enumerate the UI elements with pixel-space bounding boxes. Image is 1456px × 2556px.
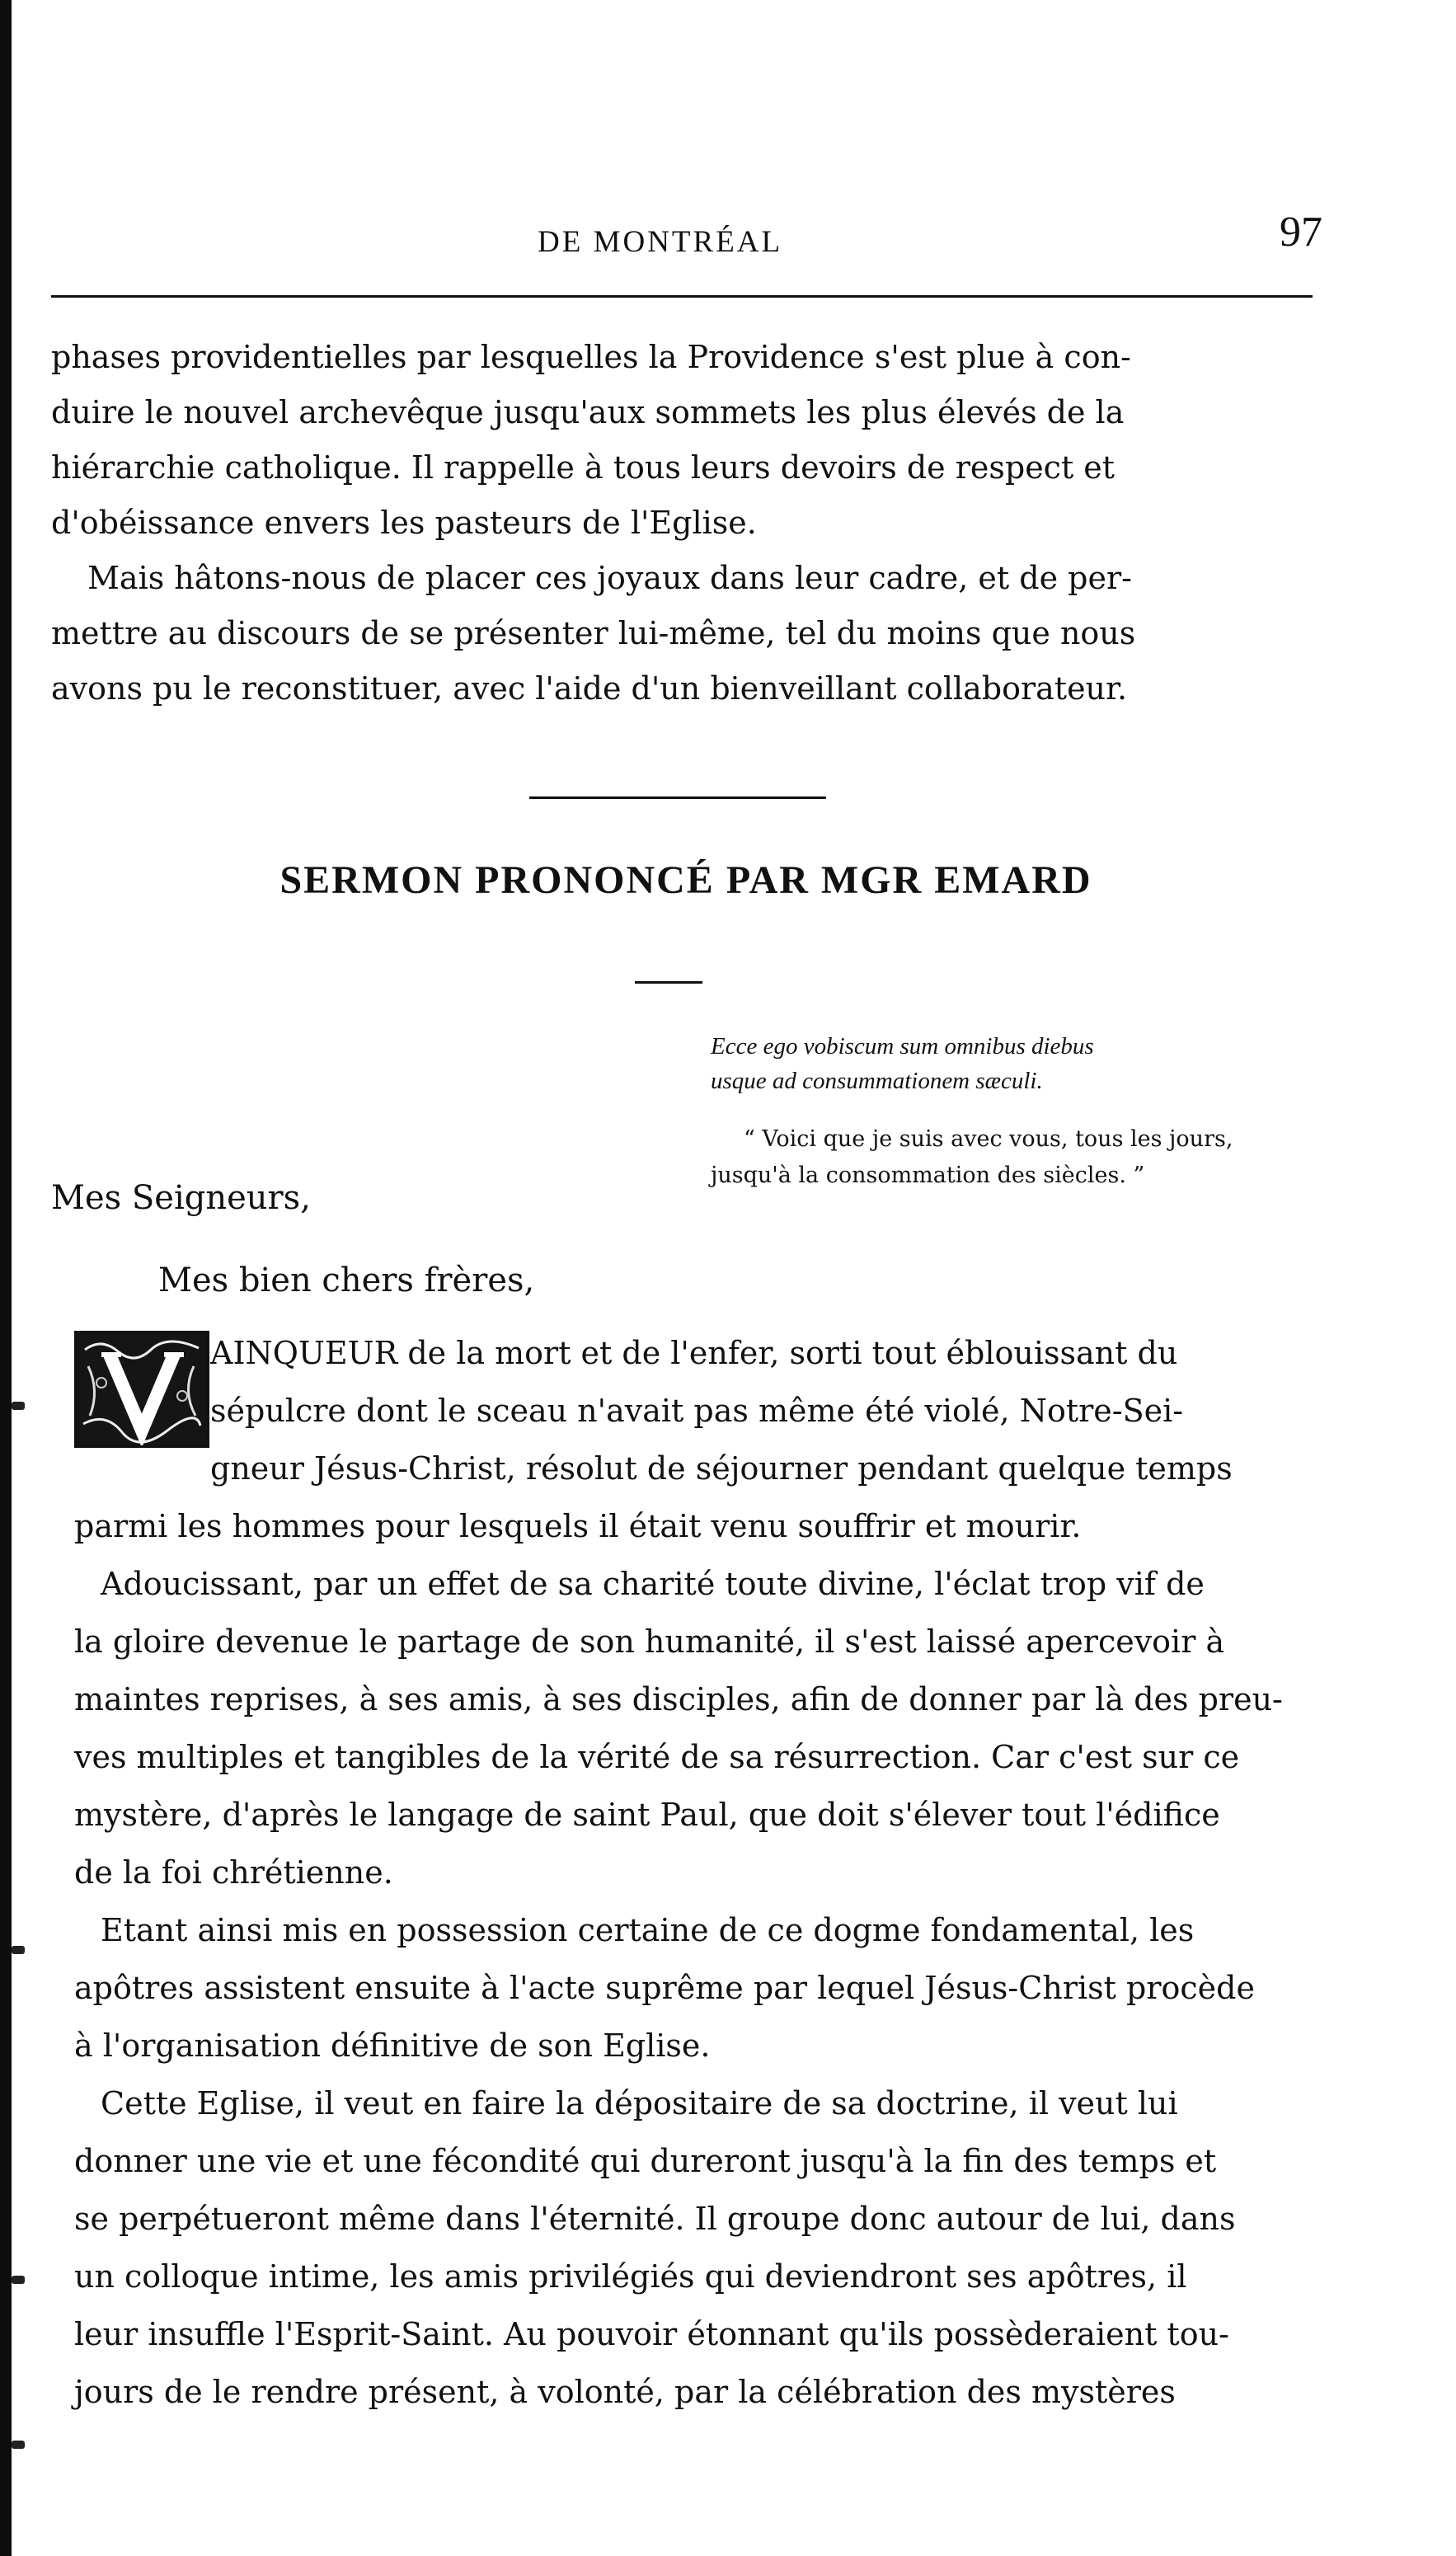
body-paragraph (74, 1555, 1344, 1901)
binding-mark (12, 1402, 25, 1410)
page-header (51, 206, 1321, 272)
epigraph-line: “ Voici que je suis avec vous, tous les jours, (744, 1126, 1233, 1152)
text-line: parmi les hommes pour lesquels il était venu souffrir et mourir. (74, 1508, 1082, 1544)
binding-mark (12, 2441, 25, 2449)
text-line: donner une vie et une fécondité qui dureront jusqu'à la fin des temps et (74, 2143, 1217, 2179)
text-line: d'obéissance envers les pasteurs de l'Eglise. (51, 505, 757, 541)
text-line: Adoucissant, par un effet de sa charité toute divine, l'éclat trop vif de (101, 1566, 1205, 1602)
binding-mark (12, 1946, 25, 1954)
book-page (51, 0, 1321, 2556)
text-line: hiérarchie catholique. Il rappelle à tous leurs devoirs de respect et (51, 449, 1115, 486)
text-line: Cette Eglise, il veut en faire la dépositaire de sa doctrine, il veut lui (101, 2085, 1178, 2121)
text-line: mystère, d'après le langage de saint Paul, que doit s'élever tout l'édifice (74, 1797, 1220, 1833)
text-line: AINQUEUR de la mort et de l'enfer, sorti tout éblouissant du (210, 1335, 1178, 1371)
epigraph-line: usque ad consummationem sæculi. (711, 1068, 1043, 1094)
section-divider (529, 796, 826, 799)
text-line: à l'organisation définitive de son Eglise. (74, 2027, 711, 2064)
page-number: 97 (1280, 209, 1322, 256)
text-line: sépulcre dont le sceau n'avait pas même été violé, Notre-Sei- (210, 1393, 1184, 1429)
salutation-seigneurs: Mes Seigneurs, (51, 1179, 311, 1217)
body-paragraph (74, 1324, 1344, 1555)
header-rule (51, 295, 1313, 298)
text-line: se perpétueront même dans l'éternité. Il groupe donc autour de lui, dans (74, 2201, 1236, 2237)
text-line: la gloire devenue le partage de son humanité, il s'est laissé apercevoir à (74, 1623, 1225, 1660)
text-line: mettre au discours de se présenter lui-même, tel du moins que nous (51, 615, 1136, 651)
text-line: leur insuffle l'Esprit-Saint. Au pouvoir étonnant qu'ils possèderaient tou- (74, 2316, 1229, 2352)
sermon-title: SERMON PRONONCÉ PAR MGR EMARD (279, 858, 1092, 902)
running-head: DE MONTRÉAL (538, 225, 783, 259)
text-line: un colloque intime, les amis privilégiés qui deviendront ses apôtres, il (74, 2258, 1187, 2295)
title-divider (635, 981, 702, 984)
text-line: avons pu le reconstituer, avec l'aide d'un bienveillant collaborateur. (51, 670, 1128, 707)
book-binding-edge (0, 0, 12, 2556)
text-line: duire le nouvel archevêque jusqu'aux sommets les plus élevés de la (51, 394, 1125, 430)
text-line: apôtres assistent ensuite à l'acte suprême par lequel Jésus-Christ procède (74, 1970, 1255, 2006)
text-line: ves multiples et tangibles de la vérité de sa résurrection. Car c'est sur ce (74, 1739, 1240, 1775)
binding-mark (12, 2276, 25, 2284)
text-line: jours de le rendre présent, à volonté, par la célébration des mystères (74, 2374, 1176, 2410)
epigraph-french (711, 1121, 1346, 1194)
text-line: gneur Jésus-Christ, résolut de séjourner pendant quelque temps (210, 1450, 1233, 1487)
body-paragraph (74, 1901, 1344, 2074)
text-line: maintes reprises, à ses amis, à ses disciples, afin de donner par là des preu- (74, 1681, 1283, 1717)
text-line: Etant ainsi mis en possession certaine de ce dogme fondamental, les (101, 1912, 1195, 1948)
text-line: Mais hâtons-nous de placer ces joyaux dans leur cadre, et de per- (87, 560, 1132, 596)
epigraph-latin (711, 1029, 1346, 1098)
text-line: phases providentielles par lesquelles la Providence s'est plue à con- (51, 339, 1131, 375)
epigraph-line: Ecce ego vobiscum sum omnibus diebus (711, 1033, 1094, 1060)
salutation-freres: Mes bien chers frères, (158, 1262, 535, 1299)
intro-paragraph (51, 330, 1321, 551)
intro-paragraph (51, 551, 1321, 717)
epigraph-line: jusqu'à la consommation des siècles. ” (711, 1163, 1145, 1188)
text-line: de la foi chrétienne. (74, 1854, 393, 1891)
body-paragraph (74, 2074, 1344, 2421)
